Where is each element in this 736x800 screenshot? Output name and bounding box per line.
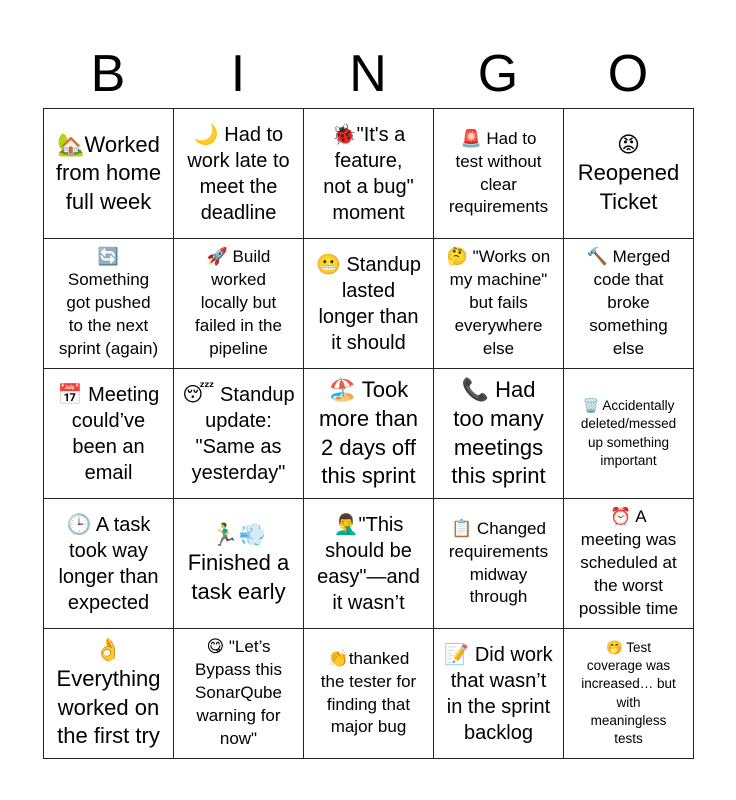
- bingo-cell[interactable]: [174, 369, 304, 499]
- bingo-cell[interactable]: [564, 109, 694, 239]
- bingo-card: [43, 108, 694, 759]
- bingo-row-4: [44, 499, 694, 629]
- cell-text: 🤭 Test coverage was increased… but with meaningless tests: [581, 639, 676, 746]
- cell-text: 👏thanked the tester for finding that major bug: [320, 648, 417, 737]
- bingo-cell[interactable]: [304, 499, 434, 629]
- bingo-cell[interactable]: [174, 239, 304, 369]
- bingo-cell[interactable]: [174, 109, 304, 239]
- cell-text: 🏃‍♂️💨 Finished a task early: [187, 521, 290, 604]
- bingo-cell[interactable]: [44, 109, 174, 239]
- bingo-cell[interactable]: [564, 629, 694, 759]
- header-letter-i: I: [230, 45, 246, 103]
- cell-text: 😡 Reopened Ticket: [577, 131, 680, 214]
- cell-text: 🚨 Had to test without clear requirements: [448, 128, 549, 217]
- bingo-cell[interactable]: [564, 499, 694, 629]
- cell-text: 📋 Changed requirements midway through: [448, 518, 549, 607]
- header-letter-o: O: [607, 45, 649, 103]
- cell-text: 🗑️ Accidentally deleted/messed up something important: [580, 398, 677, 468]
- bingo-cell[interactable]: [44, 629, 174, 759]
- bingo-cell[interactable]: [434, 499, 564, 629]
- bingo-cell[interactable]: [564, 369, 694, 499]
- bingo-cell[interactable]: [564, 239, 694, 369]
- bingo-row-5: [44, 629, 694, 759]
- header-letter-b: B: [90, 45, 126, 103]
- bingo-cell[interactable]: [434, 369, 564, 499]
- bingo-cell[interactable]: [304, 239, 434, 369]
- cell-text: 🌙 Had to work late to meet the deadline: [187, 123, 290, 224]
- cell-text: 🔄 Something got pushed to the next sprint (again): [58, 247, 159, 358]
- bingo-row-1: [44, 109, 694, 239]
- cell-text: 📝 Did work that wasn’t in the sprint backlog: [444, 643, 553, 744]
- cell-text: 📞 Had too many meetings this sprint: [451, 377, 546, 489]
- cell-text: 🔨 Merged code that broke something else: [586, 247, 671, 358]
- cell-text: 🤦‍♂️"This should be easy"—and it wasn’t: [317, 513, 420, 614]
- bingo-cell[interactable]: [434, 629, 564, 759]
- bingo-cell[interactable]: [304, 109, 434, 239]
- cell-text: 🚀 Build worked locally but failed in the pipeline: [195, 247, 282, 358]
- bingo-cell[interactable]: [44, 369, 174, 499]
- bingo-cell[interactable]: [44, 239, 174, 369]
- bingo-cell[interactable]: [44, 499, 174, 629]
- cell-text: 😋 "Let’s Bypass this SonarQube warning for now": [195, 637, 282, 748]
- cell-text: 🏡Worked from home full week: [55, 131, 162, 214]
- header-letter-n: N: [349, 45, 387, 103]
- cell-text: ⏰ A meeting was scheduled at the worst possible time: [578, 507, 679, 618]
- cell-text: 😬 Standup lasted longer than it should: [316, 253, 421, 354]
- bingo-cell[interactable]: [174, 629, 304, 759]
- bingo-cell[interactable]: [304, 369, 434, 499]
- header-letter-g: G: [477, 45, 519, 103]
- bingo-header: [43, 40, 693, 108]
- bingo-cell[interactable]: [434, 109, 564, 239]
- bingo-row-2: [44, 239, 694, 369]
- cell-text: 🤔 "Works on my machine" but fails everywhere else: [446, 247, 551, 358]
- cell-text: 🕒 A task took way longer than expected: [58, 513, 159, 614]
- cell-text: 👌 Everything worked on the first try: [56, 637, 161, 749]
- cell-text: 📅 Meeting could’ve been an email: [57, 383, 160, 484]
- bingo-cell[interactable]: [304, 629, 434, 759]
- cell-text: 😴 Standup update: "Same as yesterday": [182, 383, 295, 484]
- cell-text: 🐞"It's a feature, not a bug" moment: [323, 123, 414, 224]
- bingo-cell[interactable]: [174, 499, 304, 629]
- bingo-cell[interactable]: [434, 239, 564, 369]
- cell-text: 🏖️ Took more than 2 days off this sprint: [318, 377, 419, 489]
- bingo-row-3: [44, 369, 694, 499]
